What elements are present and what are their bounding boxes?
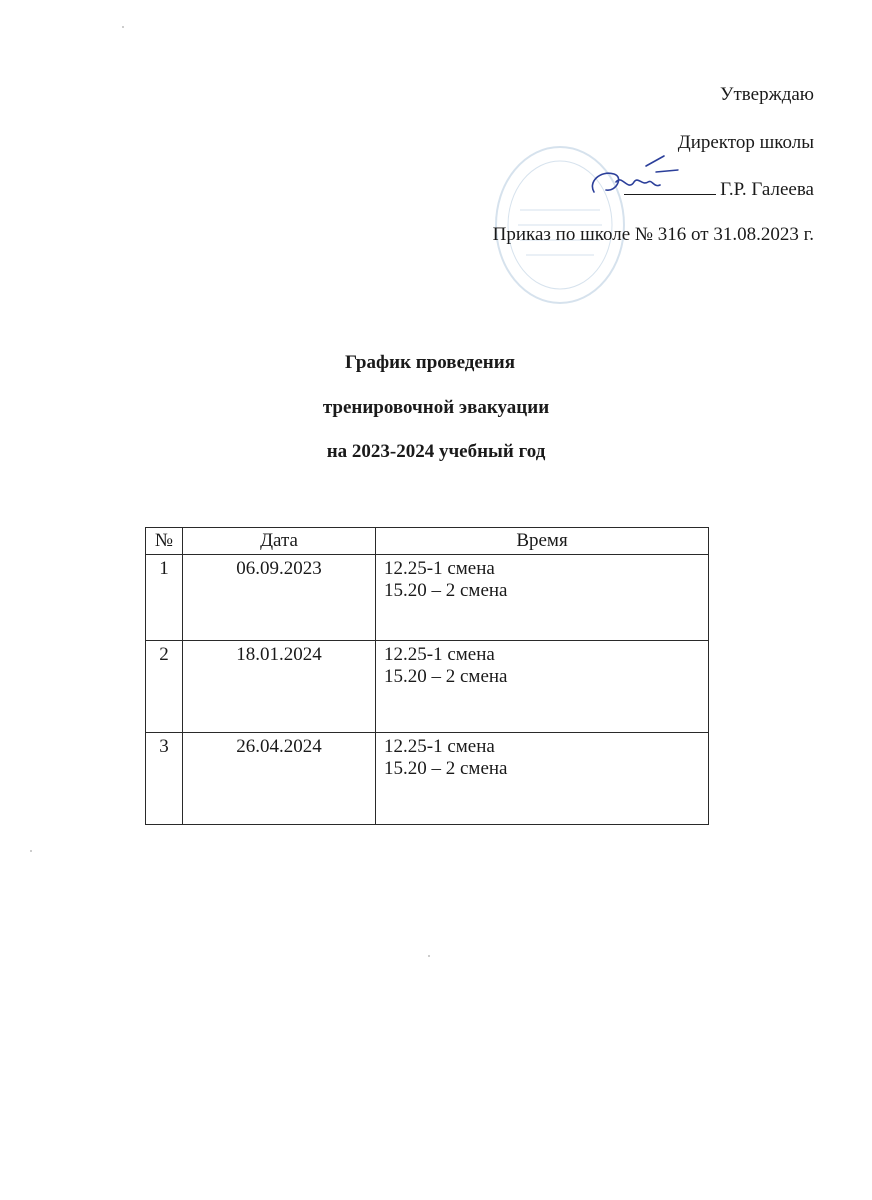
row-time — [376, 641, 709, 733]
row-date: 06.09.2023 — [183, 555, 376, 641]
table-header-row — [146, 528, 709, 555]
row-time — [376, 733, 709, 825]
header-number: № — [146, 528, 183, 555]
document-title-line1: График проведения — [345, 352, 515, 373]
handwritten-signature — [586, 152, 686, 202]
header-time: Время — [376, 528, 709, 555]
scan-speck — [428, 955, 430, 957]
row-time — [376, 555, 709, 641]
approval-heading: Утверждаю — [720, 84, 814, 105]
table-row — [146, 555, 709, 641]
shift-2-time: 15.20 – 2 смена — [384, 580, 508, 601]
row-number: 1 — [146, 555, 183, 641]
shift-2-time: 15.20 – 2 смена — [384, 758, 508, 779]
row-date: 18.01.2024 — [183, 641, 376, 733]
director-title: Директор школы — [677, 132, 814, 153]
shift-1-time: 12.25-1 смена — [384, 558, 495, 579]
evacuation-schedule-table — [145, 527, 709, 825]
scan-speck — [30, 850, 32, 852]
document-title-line2: тренировочной эвакуации — [322, 397, 550, 418]
row-number: 2 — [146, 641, 183, 733]
table-row — [146, 733, 709, 825]
shift-1-time: 12.25-1 смена — [384, 736, 495, 757]
row-number: 3 — [146, 733, 183, 825]
shift-1-time: 12.25-1 смена — [384, 644, 495, 665]
table-row — [146, 641, 709, 733]
row-date: 26.04.2024 — [183, 733, 376, 825]
header-date: Дата — [183, 528, 376, 555]
director-name: Г.Р. Галеева — [720, 179, 814, 200]
scan-speck — [122, 26, 124, 28]
document-title-line3: на 2023-2024 учебный год — [326, 441, 546, 462]
shift-2-time: 15.20 – 2 смена — [384, 666, 508, 687]
order-reference: Приказ по школе № 316 от 31.08.2023 г. — [492, 224, 814, 245]
